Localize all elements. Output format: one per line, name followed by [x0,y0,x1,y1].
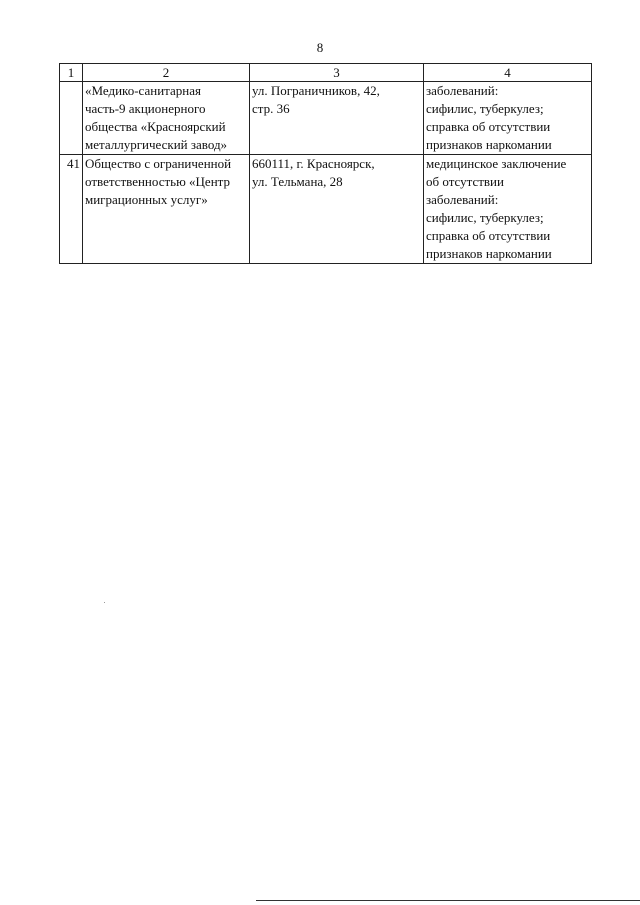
documents-line: заболеваний: [426,83,499,98]
documents-line: сифилис, туберкулез; [426,210,544,225]
documents-line: об отсутствии [426,174,504,189]
row-number: 41 [60,155,83,264]
documents-line: справка об отсутствии [426,228,551,243]
documents-line: медицинское заключение [426,156,567,171]
organization-cell [83,155,250,264]
documents-line: признаков наркомании [426,137,552,152]
bottom-scan-edge [256,900,640,901]
table-row [60,155,592,264]
organization-line: «Медико-санитарная [85,83,201,98]
header-col-2: 2 [83,64,250,82]
address-cell [250,82,424,155]
organization-line: металлургический завод» [85,137,228,152]
organization-line: ответственностью «Центр [85,174,230,189]
documents-line: признаков наркомании [426,246,552,261]
header-col-1: 1 [60,64,83,82]
table-row [60,82,592,155]
organization-line: часть-9 акционерного [85,101,206,116]
organization-line: миграционных услуг» [85,192,208,207]
table-header-row [60,64,592,82]
organization-line: общества «Красноярский [85,119,226,134]
page-number: 8 [316,40,324,55]
documents-line: справка об отсутствии [426,119,551,134]
address-line: стр. 36 [252,101,290,116]
address-line: ул. Тельмана, 28 [252,174,343,189]
organizations-table [59,63,592,264]
documents-cell [424,155,592,264]
header-col-4: 4 [424,64,592,82]
documents-cell [424,82,592,155]
documents-line: заболеваний: [426,192,499,207]
organization-cell [83,82,250,155]
scan-speck [104,602,105,603]
documents-line: сифилис, туберкулез; [426,101,544,116]
address-line: 660111, г. Красноярск, [252,156,375,171]
organization-line: Общество с ограниченной [85,156,232,171]
address-cell [250,155,424,264]
row-number [60,82,83,155]
header-col-3: 3 [250,64,424,82]
address-line: ул. Пограничников, 42, [252,83,380,98]
